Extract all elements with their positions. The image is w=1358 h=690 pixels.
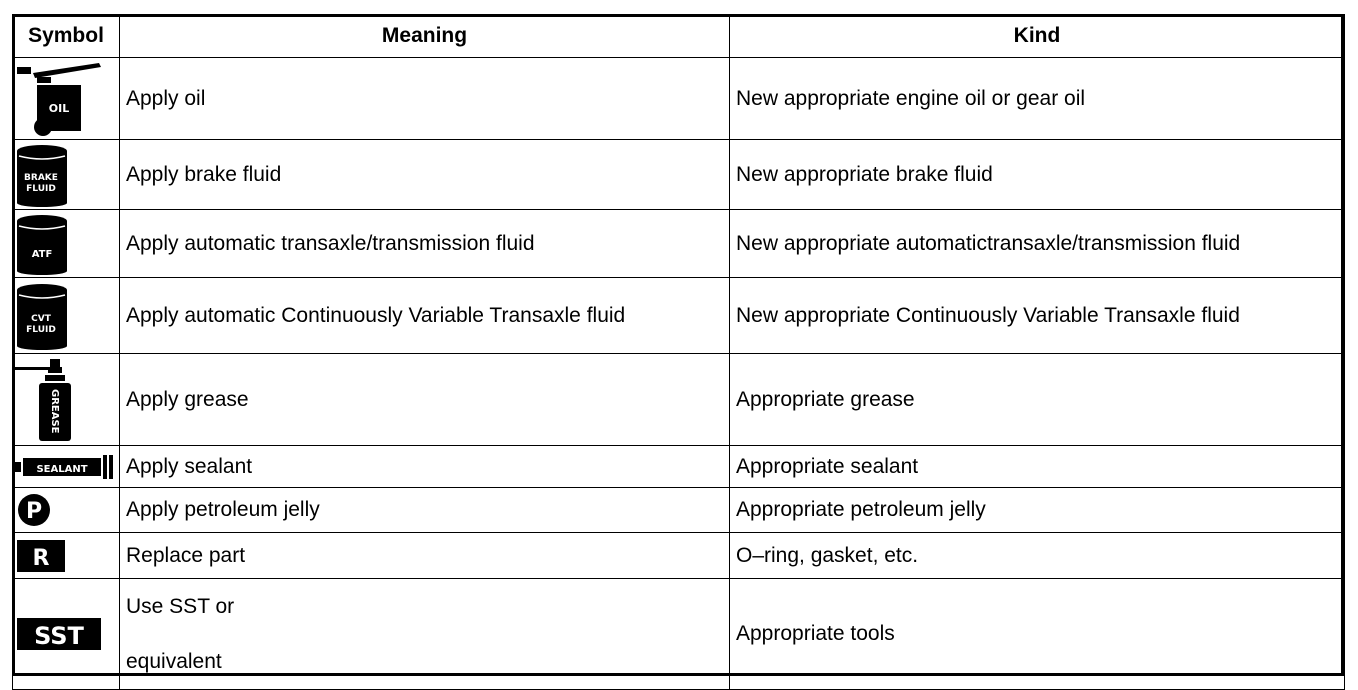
header-symbol: Symbol xyxy=(13,15,120,58)
meaning-cell: Apply oil xyxy=(120,58,730,140)
sst-label: SST xyxy=(34,622,84,650)
header-kind: Kind xyxy=(730,15,1345,58)
meaning-cell: Replace part xyxy=(120,533,730,579)
meaning-cell: Apply brake fluid xyxy=(120,140,730,210)
sealant-label: SEALANT xyxy=(36,463,88,475)
atf-label: ATF xyxy=(31,248,53,260)
svg-text:FLUID: FLUID xyxy=(26,324,56,335)
meaning-line-1: Use SST or xyxy=(126,595,235,618)
meaning-cell: Apply grease xyxy=(120,354,730,446)
kind-cell: Appropriate sealant xyxy=(730,446,1345,488)
meaning-line-2: equivalent xyxy=(126,650,222,673)
meaning-cell: Apply sealant xyxy=(120,446,730,488)
meaning-cell: Apply automatic transaxle/transmission fluid xyxy=(120,210,730,278)
table-outer-border xyxy=(12,14,1344,676)
kind-cell: New appropriate engine oil or gear oil xyxy=(730,58,1345,140)
svg-text:CVT: CVT xyxy=(31,313,51,324)
header-meaning: Meaning xyxy=(120,15,730,58)
kind-cell: New appropriate Continuously Variable Transaxle fluid xyxy=(730,278,1345,354)
p-label: P xyxy=(25,499,43,524)
kind-cell: New appropriate automatictransaxle/transmission fluid xyxy=(730,210,1345,278)
svg-text:FLUID: FLUID xyxy=(26,183,56,194)
svg-text:BRAKE: BRAKE xyxy=(24,172,58,183)
meaning-cell: Apply automatic Continuously Variable Transaxle fluid xyxy=(120,278,730,354)
kind-cell: O–ring, gasket, etc. xyxy=(730,533,1345,579)
oil-label: OIL xyxy=(48,101,70,115)
kind-cell: Appropriate petroleum jelly xyxy=(730,488,1345,533)
kind-cell: Appropriate tools xyxy=(730,579,1345,690)
grease-label: GREASE xyxy=(49,388,60,434)
r-label: R xyxy=(32,545,50,571)
kind-cell: New appropriate brake fluid xyxy=(730,140,1345,210)
kind-cell: Appropriate grease xyxy=(730,354,1345,446)
meaning-cell: Apply petroleum jelly xyxy=(120,488,730,533)
